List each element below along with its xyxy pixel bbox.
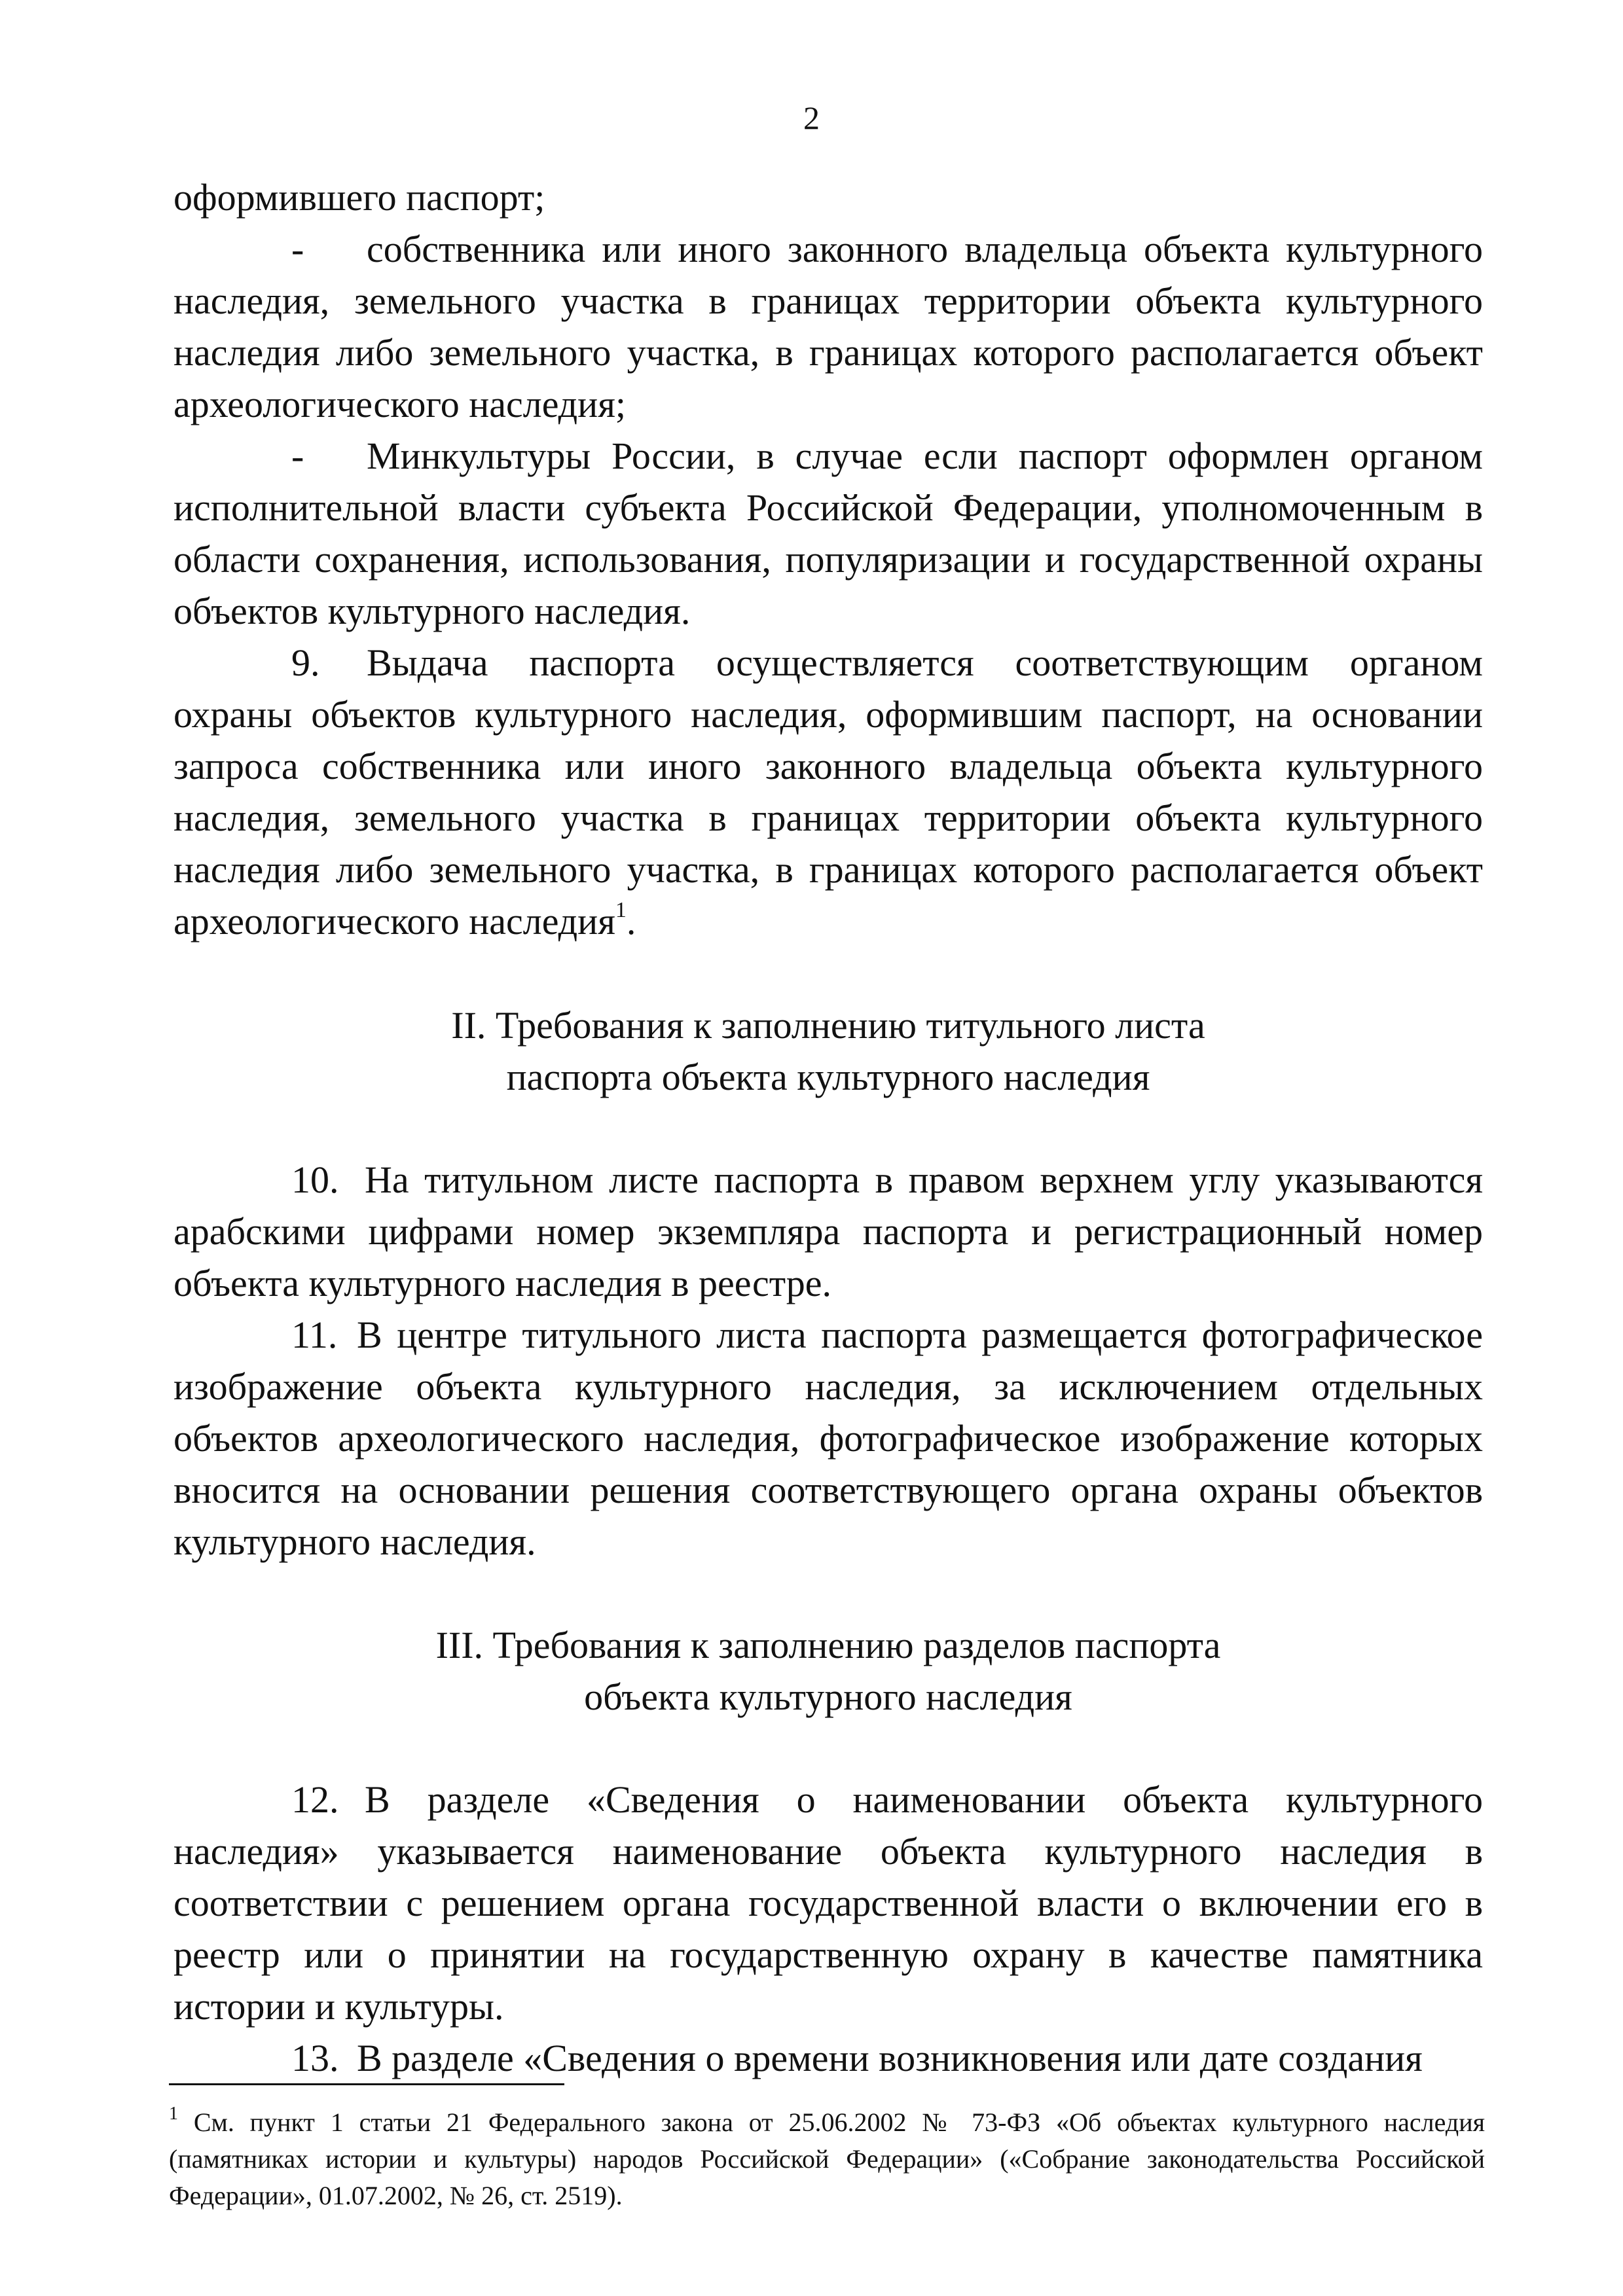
paragraph-number: 9. <box>291 641 320 684</box>
paragraph-continuation: оформившего паспорт; <box>173 176 545 219</box>
section-heading-2 <box>173 999 1483 1103</box>
paragraph-13-text: В разделе «Сведения о времени возникновения или дате создания <box>357 2037 1423 2079</box>
paragraph-9-text: Выдача паспорта осуществляется соответствующим органом охраны объектов культурного наследия, оформившим паспорт, на основании запроса собственника или иного законного владельца объекта культурного наследия, земельного участка в границах территории объекта культурного наследия либо земельного участка, в границах которого располагается объект археологического наследия <box>173 641 1483 942</box>
document-body <box>173 171 1483 2084</box>
list-item-owner-text: собственника или иного законного владельца объекта культурного наследия, земельного участка в границах территории объекта культурного наследия либо земельного участка, в границах которого располагается объект археологического наследия; <box>173 228 1483 425</box>
paragraph-10-text: На титульном листе паспорта в правом верхнем углу указываются арабскими цифрами номер экземпляра паспорта и регистрационный номер объекта культурного наследия в реестре. <box>173 1158 1483 1304</box>
list-item-owner <box>173 223 1483 430</box>
list-dash: - <box>291 228 304 270</box>
paragraph-11 <box>173 1309 1483 1568</box>
paragraph-12-text: В разделе «Сведения о наименовании объекта культурного наследия» указывается наименование объекта культурного наследия в соответствии с решением органа государственной власти о включении его в реестр или о принятии на государственную охрану в качестве памятника истории и культуры. <box>173 1778 1483 2028</box>
list-item-minculture <box>173 430 1483 637</box>
paragraph-number: 12. <box>291 1778 339 1821</box>
paragraph-9 <box>173 637 1483 947</box>
paragraph-10 <box>173 1154 1483 1309</box>
footnote-reference: 1 <box>615 897 627 922</box>
paragraph-number: 10. <box>291 1158 339 1201</box>
footnote <box>169 2104 1485 2214</box>
footnote-text: См. пункт 1 статьи 21 Федерального закона от 25.06.2002 № 73-ФЗ «Об объектах культурного наследия (памятниках истории и культуры) народов Российской Федерации» («Собрание законодательства Российской Федерации», 01.07.2002, № 26, ст. 2519). <box>169 2108 1485 2210</box>
section-heading-3-line2: объекта культурного наследия <box>584 1676 1072 1718</box>
paragraph-13 <box>173 2032 1483 2084</box>
section-heading-2-line2: паспорта объекта культурного наследия <box>506 1056 1150 1098</box>
list-item-minculture-text: Минкультуры России, в случае если паспорт оформлен органом исполнительной власти субъекта Российской Федерации, уполномоченным в области сохранения, использования, популяризации и государственной охраны объектов культурного наследия. <box>173 435 1483 632</box>
paragraph-9-end: . <box>626 900 636 942</box>
page-number: 2 <box>803 99 820 136</box>
footnote-marker: 1 <box>169 2103 178 2124</box>
section-heading-3 <box>173 1619 1483 1723</box>
paragraph-12 <box>173 1774 1483 2032</box>
footnote-separator <box>169 2083 564 2085</box>
list-dash: - <box>291 435 304 477</box>
paragraph-number: 11. <box>291 1314 338 1356</box>
section-heading-2-line1: II. Требования к заполнению титульного листа <box>451 1004 1205 1047</box>
paragraph-number: 13. <box>291 2037 339 2079</box>
section-heading-3-line1: III. Требования к заполнению разделов паспорта <box>435 1624 1221 1666</box>
paragraph-11-text: В центре титульного листа паспорта размещается фотографическое изображение объекта культурного наследия, за исключением отдельных объектов археологического наследия, фотографическое изображение которых вносится на основании решения соответствующего органа охраны объектов культурного наследия. <box>173 1314 1483 1563</box>
